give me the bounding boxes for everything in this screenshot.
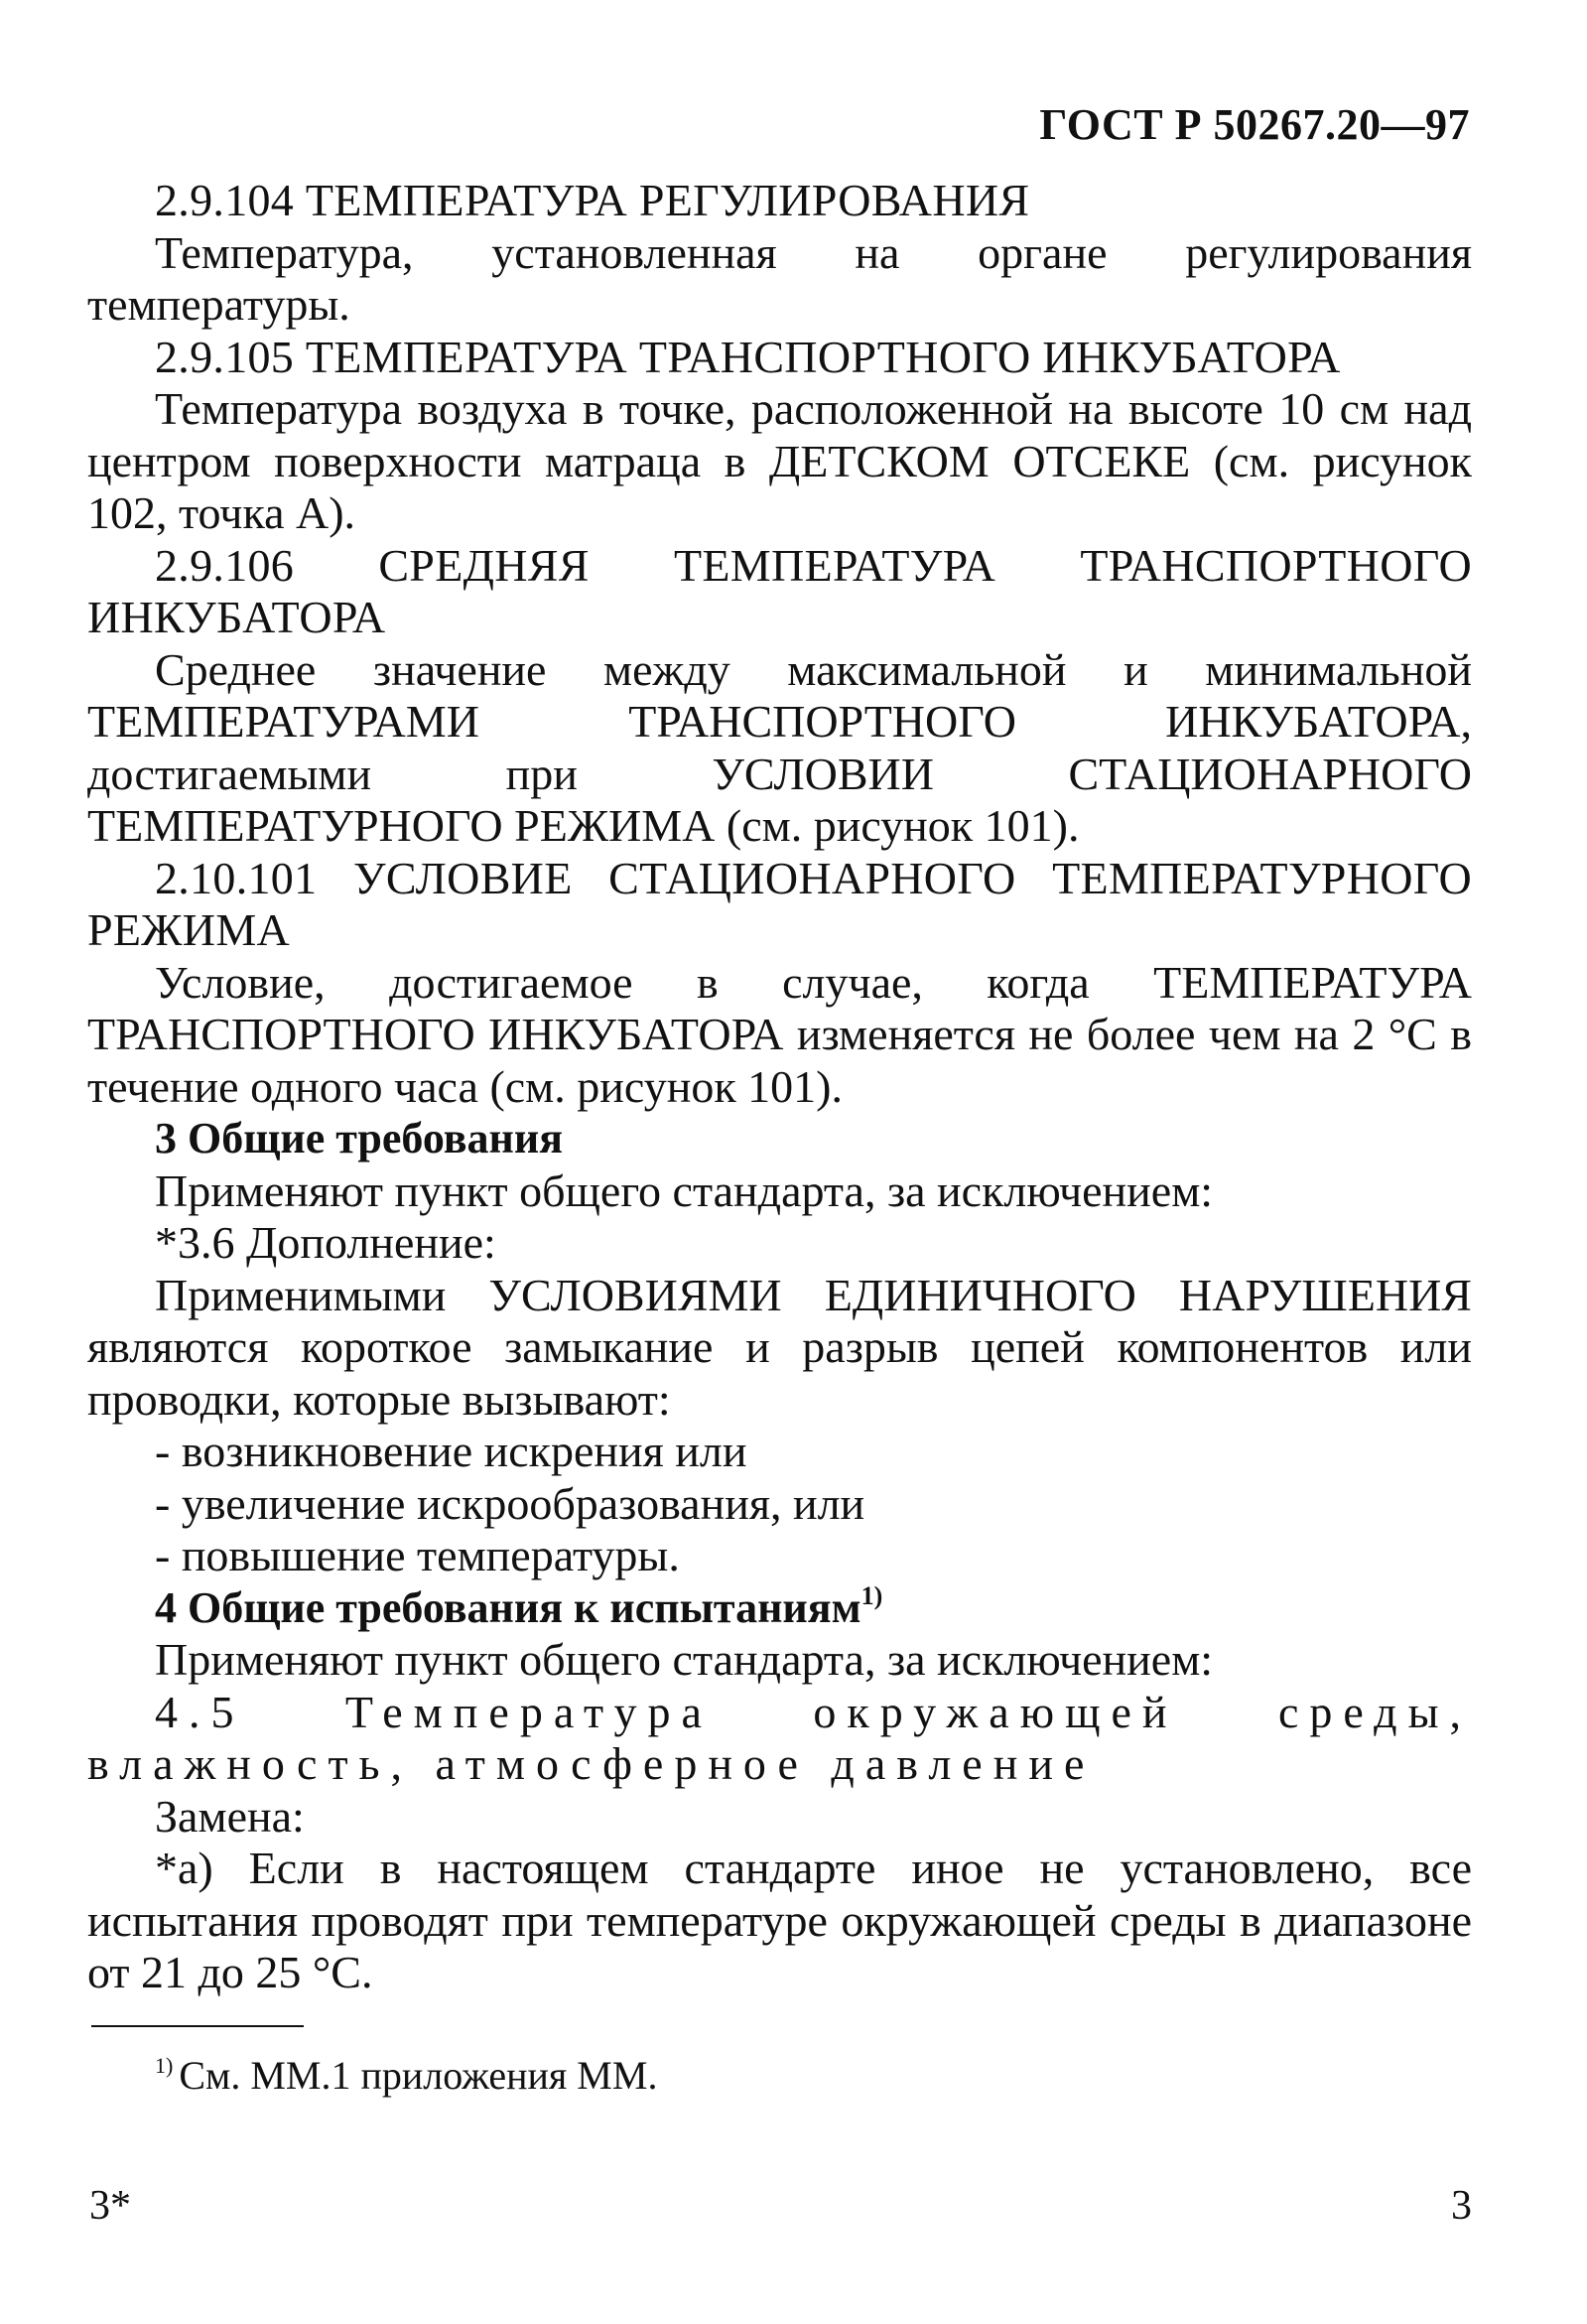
clause-3-6-title: *3.6 Дополнение:: [155, 1217, 496, 1268]
footnote-divider: [91, 2025, 304, 2027]
section-4-heading-text: 4 Общие требования к испытаниям: [155, 1582, 861, 1632]
section-3-intro: Применяют пункт общего стандарта, за исключением:: [155, 1164, 1214, 1216]
footnote-text: См. ММ.1 приложения ММ.: [179, 2053, 658, 2098]
section-4-heading: [87, 1582, 1472, 1635]
clause-2-9-104-definition: Температура, установленная на органе регулирования температуры.: [87, 226, 1472, 330]
clause-2-9-105-definition: Температура воздуха в точке, расположенной на высоте 10 см над центром поверхности матраца в ДЕТСКОМ ОТСЕКЕ (см. рисунок 102, точка А).: [87, 383, 1472, 538]
footnote-reference: 1): [860, 1580, 883, 1610]
section-3-heading: 3 Общие требования: [155, 1114, 563, 1162]
page-number: 3: [1451, 2183, 1472, 2229]
clause-2-10-101-title: 2.10.101 УСЛОВИЕ СТАЦИОНАРНОГО ТЕМПЕРАТУРНОГО РЕЖИМА: [87, 852, 1472, 955]
sheet-signature-mark: 3*: [89, 2183, 131, 2229]
clause-4-5-title: 4.5 Температура окружающей среды, влажность, атмосферное давление: [87, 1686, 1472, 1789]
clause-2-9-106-title: 2.9.106 СРЕДНЯЯ ТЕМПЕРАТУРА ТРАНСПОРТНОГО ИНКУБАТОРА: [87, 539, 1472, 642]
section-4-intro: Применяют пункт общего стандарта, за исключением:: [155, 1634, 1214, 1685]
list-item: - повышение температуры.: [155, 1530, 680, 1580]
clause-2-9-106-definition: Среднее значение между максимальной и минимальной ТЕМПЕРАТУРАМИ ТРАНСПОРТНОГО ИНКУБАТОРА, достигаемыми при УСЛОВИИ СТАЦИОНАРНОГО ТЕМПЕРАТУРНОГО РЕЖИМА (см. рисунок 101).: [87, 643, 1472, 851]
footnote-marker: 1): [155, 2053, 174, 2078]
clause-2-10-101-definition: Условие, достигаемое в случае, когда ТЕМПЕРАТУРА ТРАНСПОРТНОГО ИНКУБАТОРА изменяется не более чем на 2 °С в течение одного часа (см. рисунок 101).: [87, 956, 1472, 1112]
clause-2-9-104-title: 2.9.104 ТЕМПЕРАТУРА РЕГУЛИРОВАНИЯ: [155, 175, 1030, 225]
footnote: [155, 2053, 657, 2099]
list-item: - увеличение искрообразования, или: [155, 1477, 865, 1529]
clause-3-6-text: Применимыми УСЛОВИЯМИ ЕДИНИЧНОГО НАРУШЕНИЯ являются короткое замыкание и разрыв цепей компонентов или проводки, которые вызывают:: [87, 1269, 1472, 1425]
clause-2-9-105-title: 2.9.105 ТЕМПЕРАТУРА ТРАНСПОРТНОГО ИНКУБАТОРА: [155, 331, 1341, 382]
document-header: ГОСТ Р 50267.20—97: [1039, 100, 1470, 149]
clause-4-5-replacement-label: Замена:: [155, 1790, 305, 1842]
clause-4-5-a-text: *а) Если в настоящем стандарте иное не установлено, все испытания проводят при температуре окружающей среды в диапазоне от 21 до 25 °С.: [87, 1843, 1472, 1997]
list-item: - возникновение искрения или: [155, 1426, 747, 1476]
document-body: [87, 175, 1472, 1999]
